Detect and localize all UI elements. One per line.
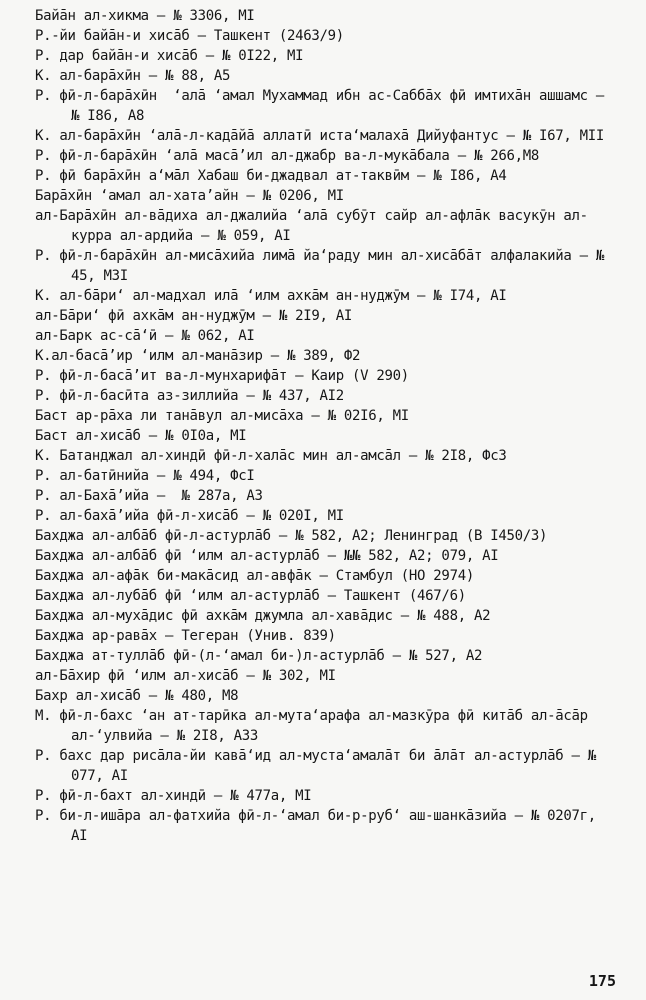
list-item: Р. фӣ-л-барāхӣн ал-мисāхийа лимā йа‘раду мин ал-хисāбāт алфалакийа – № 45, М3I [35,248,613,284]
list-item: К. ал-бāри‘ ал-мадхал илā ‘илм ахкāм ан-нуджӯм – № I74, АI [35,288,507,304]
list-item: Бахджа ат-туллāб фӣ-(л-‘амал би-)л-астурлāб – № 527, А2 [35,648,483,664]
list-item: ал-Барк ас-сā‘ӣ – № 062, АI [35,328,255,344]
list-item: Баст ар-рāха ли танāвул ал-мисāха – № 02I6, МI [35,408,409,424]
list-item: Р. фӣ-л-барāхӣн ‘алā ‘амал Мухаммад ибн ас-Саббāх фӣ имтихāн ашшамс – № I86, А8 [35,88,613,124]
list-item: Р. бахс дар рисāла-йи кавā‘ид ал-муста‘амалāт би āлāт ал-астурлāб – № 077, АI [35,748,605,784]
list-item: Бахджа ал-мухāдис фӣ ахкāм джумла ал-хавāдис – № 488, А2 [35,608,491,624]
list-item: ал-Бāри‘ фӣ ахкāм ан-нуджӯм – № 2I9, АI [35,308,353,324]
list-item: ал-Бāхир фӣ ‘илм ал-хисāб – № 302, МI [35,668,336,684]
list-item: Р. фӣ-л-барāхӣн ‘алā масā’ил ал-джабр ва-л-мукāбала – № 266,М8 [35,148,539,164]
list-item: Р. ал-бахā’ийа фӣ-л-хисāб – № 020I, МI [35,508,344,524]
page-number: 175 [588,972,616,990]
list-item: М. фӣ-л-бахс ‘ан ат-тарӣка ал-мута‘арафа ал-мазкӯра фӣ китāб ал-āсāр ал-‘улвийа – № 2I8, А33 [35,708,596,744]
list-item: Бахджа ал-албāб фӣ-л-астурлāб – № 582, А2; Ленинград (В I450/3) [35,528,548,544]
list-item: Бахджа ар-равāх – Тегеран (Унив. 839) [35,628,336,644]
list-item: ал-Барāхӣн ал-вāдиха ал-джалийа ‘алā субӯт сайр ал-афлāк васукӯн ал-курра ал-ардийа – № 059, АI [35,208,588,244]
list-item: Р. дар байāн-и хисāб – № 0I22, МI [35,48,304,64]
list-item: К. ал-барāхӣн – № 88, А5 [35,68,231,84]
list-item: Р. фӣ барāхӣн а‘мāл Хабаш би-джадвал ат-таквӣм – № I86, А4 [35,168,507,184]
list-item: Байāн ал-хикма – № 3306, МI [35,8,255,24]
list-item: Барāхӣн ‘амал ал-хата’айн – № 0206, МI [35,188,344,204]
list-item: К. ал-барāхӣн ‘алā-л-кадāйā аллатӣ иста‘малахā Дийуфантус – № I67, МII [35,128,605,144]
list-item: Бахджа ал-афāк би-макāсид ал-авфāк – Стамбул (НО 2974) [35,568,474,584]
list-item: Р.-йи байāн-и хисāб – Ташкент (2463/9) [35,28,344,44]
list-item: Р. фӣ-л-бахт ал-хиндӣ – № 477а, МI [35,788,312,804]
entry-list [0,6,646,846]
list-item: Бахджа ал-лубāб фӣ ‘илм ал-астурлāб – Ташкент (467/6) [35,588,466,604]
list-item: Бахр ал-хисāб – № 480, М8 [35,688,239,704]
list-item: Р. би-л-ишāра ал-фатхийа фӣ-л-‘амал би-р-руб‘ аш-шанкāзийа – № 0207г, АI [35,808,605,844]
list-item: К.ал-басā’ир ‘илм ал-манāзир – № 389, Ф2 [35,348,361,364]
list-item: Бахджа ал-албāб фӣ ‘илм ал-астурлāб – №№ 582, А2; 079, АI [35,548,499,564]
list-item: Баст ал-хисāб – № 0I0а, МI [35,428,247,444]
list-item: Р. фӣ-л-басā’ит ва-л-мунхарифāт – Каир (V 290) [35,368,409,384]
list-item: К. Батанджал ал-хиндӣ фӣ-л-халāс мин ал-амсāл – № 2I8, ФсЗ [35,448,507,464]
list-item: Р. ал-Бахā’ийа – № 287а, А3 [35,488,263,504]
list-item: Р. ал-батӣнийа – № 494, ФсI [35,468,255,484]
list-item: Р. фӣ-л-басӣта аз-зиллийа – № 437, АI2 [35,388,344,404]
